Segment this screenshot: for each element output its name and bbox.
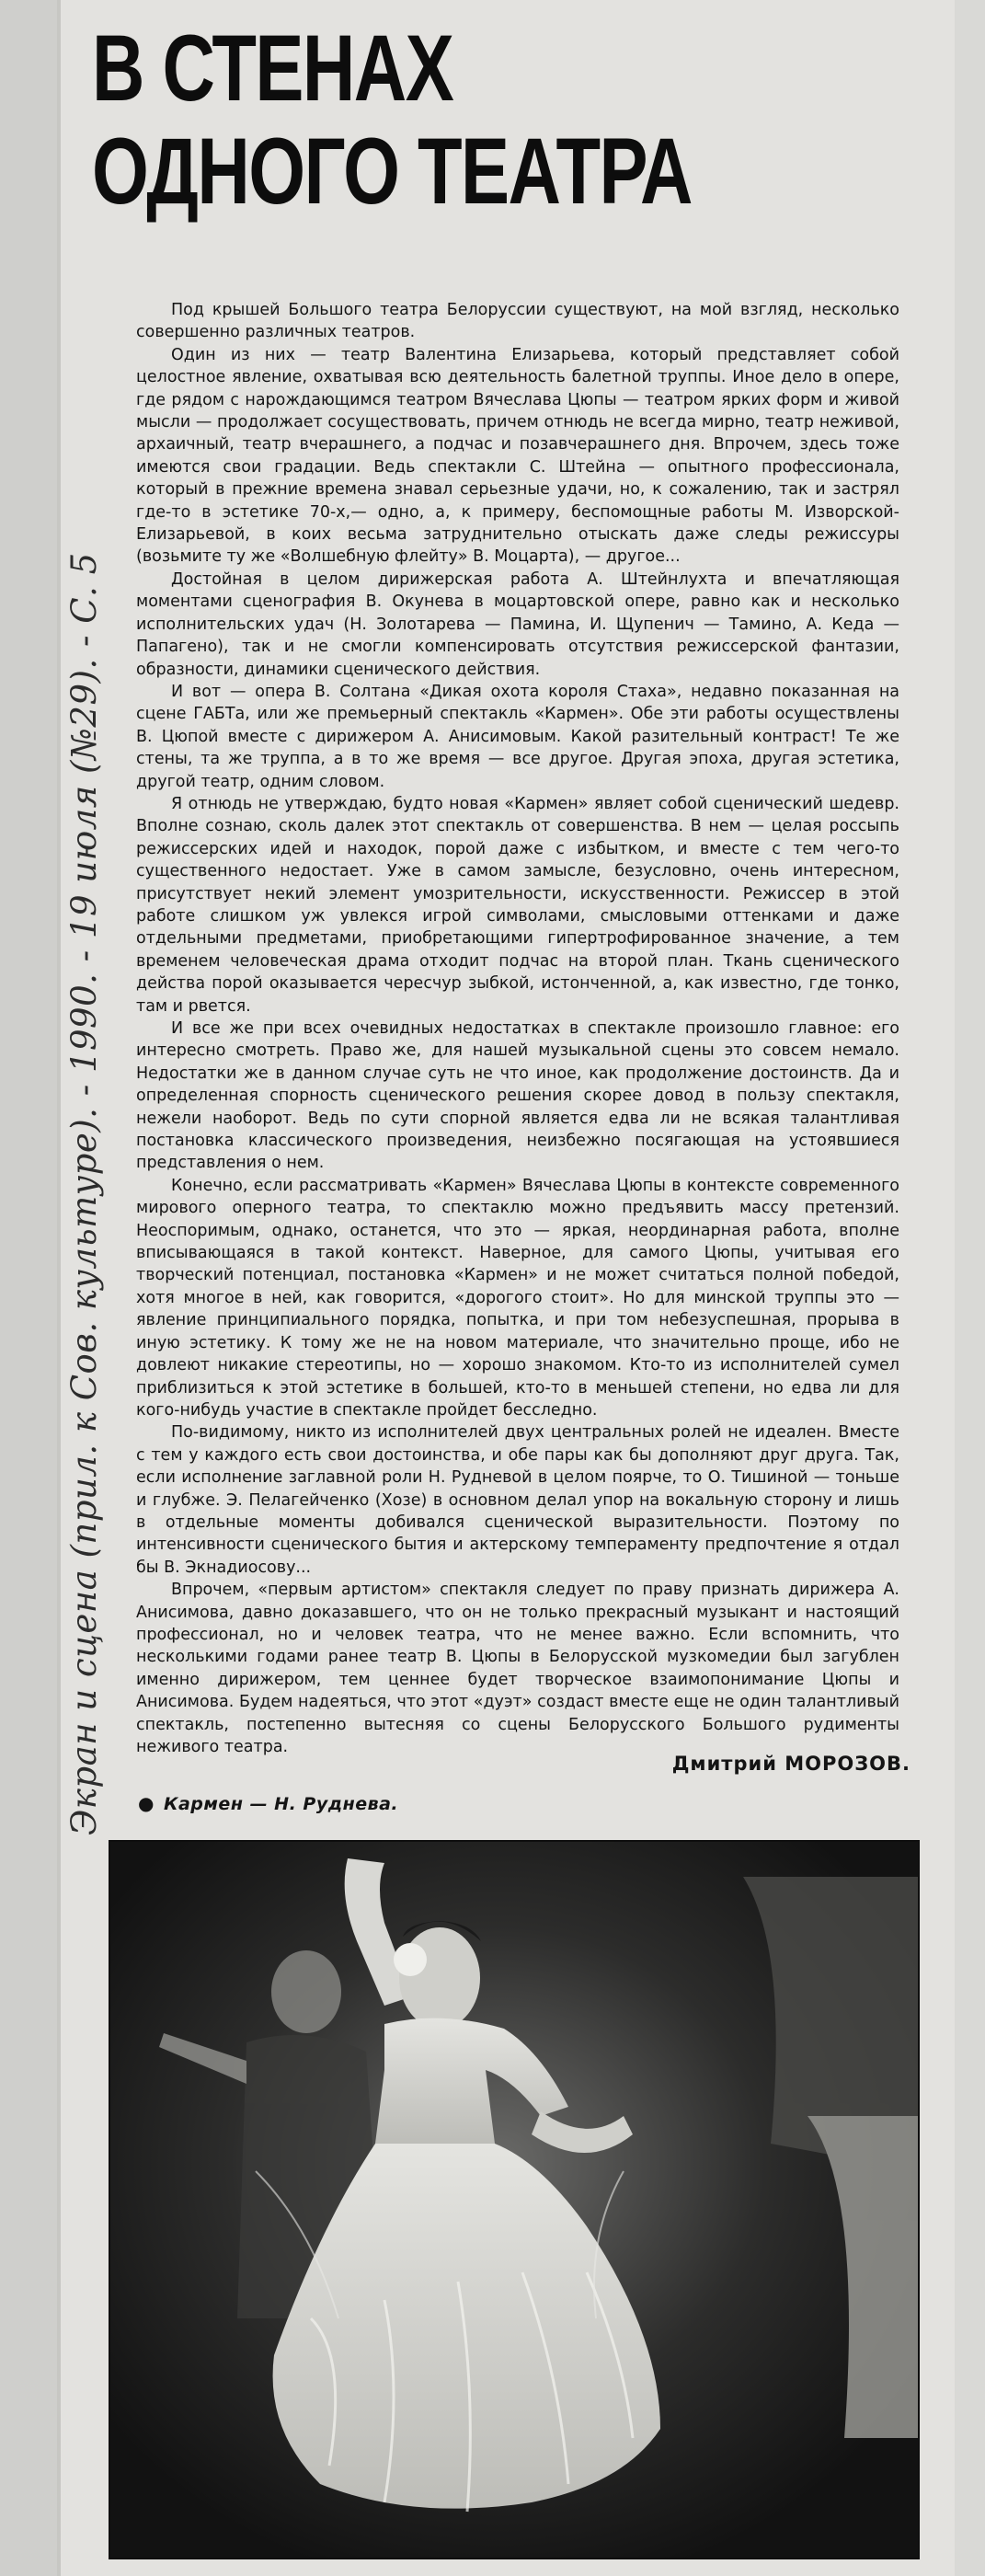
- article-paragraph: Конечно, если рассматривать «Кармен» Вячеслава Цюпы в контексте современного мирового оперного театра, то спектаклю можно предъявить массу претензий. Неоспоримым, однако, останется, что это — яркая, неординарная работа, вполне вписывающаяся в такой контекст. Наверное, для самого Цюпы, учитывая его творческий потенциал, постановка «Кармен» и не может считаться полной победой, хотя многое в ней, как говорится, «дорогого стоит». Но для минской труппы это — явление принципиального порядка, попытка, и при том небезуспешная, прорыва в иную эстетику. К тому же не на новом материале, что значительно проще, ибо не довлеют никакие стереотипы, но — хорошо знакомом. Кто-то из исполнителей сумел приблизиться к этой эстетике в большей, кто-то в меньшей степени, но едва ли для кого-нибудь участие в спектакле пройдет бесследно.: [136, 1176, 899, 1420]
- article-paragraph: Я отнюдь не утверждаю, будто новая «Кармен» являет собой сценический шедевр. Вполне сознаю, сколь далек этот спектакль от совершенства. В нем — целая россыпь режиссерских идей и находок, порой даже с избытком, и вместе с тем чего-то существенного недостает. Уже в самом замысле, безусловно, очень интересном, присутствует некий элемент умозрительности, искусственности. Режиссер в этой работе слишком уж увлекся игрой символами, смысловыми оттенками и даже отдельными предметами, приобретающими гипертрофированное значение, а тем временем человеческая драма отходит подчас на второй план. Ткань сценического действа порой оказывается чересчур зыбкой, истонченной, а, как известно, где тонко, там и рвется.: [136, 794, 899, 1016]
- article-paragraph: Впрочем, «первым артистом» спектакля следует по праву признать дирижера А. Анисимова, давно доказавшего, что он не только прекрасный музыкант и настоящий профессионал, но и человек театра, что не менее важно. Если вспомнить, что несколькими годами ранее театр В. Цюпы в Белорусской музкомедии был загублен именно дирижером, тем ценнее будет творческое взаимопонимание Цюпы и Анисимова. Будем надеяться, что этот «дуэт» создаст вместе еще не один талантливый спектакль, постепенно вытесняя со сцены Белорусского Большого рудименты неживого театра.: [136, 1581, 899, 1756]
- article-paragraph: И все же при всех очевидных недостатках в спектакле произошло главное: его интересно смотреть. Право же, для нашей музыкальной сцены это совсем немало. Недостатки же в данном случае суть не что иное, как продолжение достоинств. Да и определенная спорность сценического решения скорее довод в пользу спектакля, нежели наоборот. Ведь по сути спорной является едва ли не всякая талантливая постановка классического произведения, неизбежно посягающая на устоявшиеся представления о нем.: [136, 1019, 899, 1173]
- article-paragraph: Под крышей Большого театра Белоруссии существуют, на мой взгляд, несколько совершенно различных театров.: [136, 301, 899, 342]
- paper-fold: [57, 0, 61, 2576]
- article-paragraph: По-видимому, никто из исполнителей двух центральных ролей не идеален. Вместе с тем у каждого есть свои достоинства, и обе пары как бы дополняют друг друга. Так, если исполнение заглавной роли Н. Рудневой в целом поярче, то О. Тишиной — тоньше и глубже. Э. Пелагейченко (Хозе) в основном делал упор на вокальную сторону и лишь в отдельные моменты добивался сценической выразительности. Поэтому по интенсивности сценического бытия и актерскому темпераменту предпочтение я отдал бы В. Экнадиосову...: [136, 1423, 899, 1577]
- headline-line-1: В СТЕНАХ: [92, 16, 453, 121]
- carmen-photo: [109, 1840, 920, 2559]
- photo-caption-text: Кармен — Н. Руднева.: [163, 1794, 399, 1814]
- bullet-icon: ●: [138, 1792, 155, 1814]
- author-signature: Дмитрий МОРОЗОВ.: [671, 1753, 911, 1775]
- article-paragraph: Достойная в целом дирижерская работа А. Штейнлухта и впечатляющая моментами сценография В. Окунева в моцартовской опере, равно как и несколько исполнительских удач (Н. Золотарева — Памина, И. Щупенич — Тамино, А. Кеда — Папагено), так и не смогли компенсировать отсутствия режиссерской фантазии, образности, динамики сценического действия.: [136, 569, 899, 679]
- page-margin: [0, 0, 58, 2576]
- article-paragraph: Один из них — театр Валентина Елизарьева, который представляет собой целостное явление, охватывая всю деятельность балетной труппы. Иное дело в опере, где рядом с нарождающимся театром Вячеслава Цюпы — театром ярких форм и живой мысли — продолжает сосуществовать, причем отнюдь не всегда мирно, театр неживой, архаичный, театр вчерашнего, а подчас и позавчерашнего дня. Впрочем, здесь тоже имеются свои градации. Ведь спектакли С. Штейна — опытного профессионала, который в прежние времена знавал серьезные удачи, но, к сожалению, так и застрял где-то в эстетике 70-х,— одно, а, к примеру, беспомощные работы М. Изворской-Елизарьевой, в коих весьма затруднительно отыскать даже следы режиссуры (возьмите ту же «Волшебную флейту» В. Моцарта), — другое...: [136, 345, 899, 567]
- photo-caption: [138, 1792, 690, 1814]
- headline: [92, 17, 738, 223]
- article-paragraph: И вот — опера В. Солтана «Дикая охота короля Стаха», недавно показанная на сцене ГАБТа, или же премьерный спектакль «Кармен». Обе эти работы осуществлены В. Цюпой вместе с дирижером А. Анисимовым. Какой разительный контраст! Те же стены, та же труппа, а в то же время — все другое. Другая эпоха, другая эстетика, другой театр, одним словом.: [136, 682, 899, 791]
- handwritten-source-note: Экран и сцена (прил. к Сов. культуре). - 1990. - 19 июля (№29). - С. 5: [64, 552, 104, 1835]
- article-body: [136, 299, 899, 1758]
- headline-line-2: ОДНОГО ТЕАТРА: [92, 119, 692, 224]
